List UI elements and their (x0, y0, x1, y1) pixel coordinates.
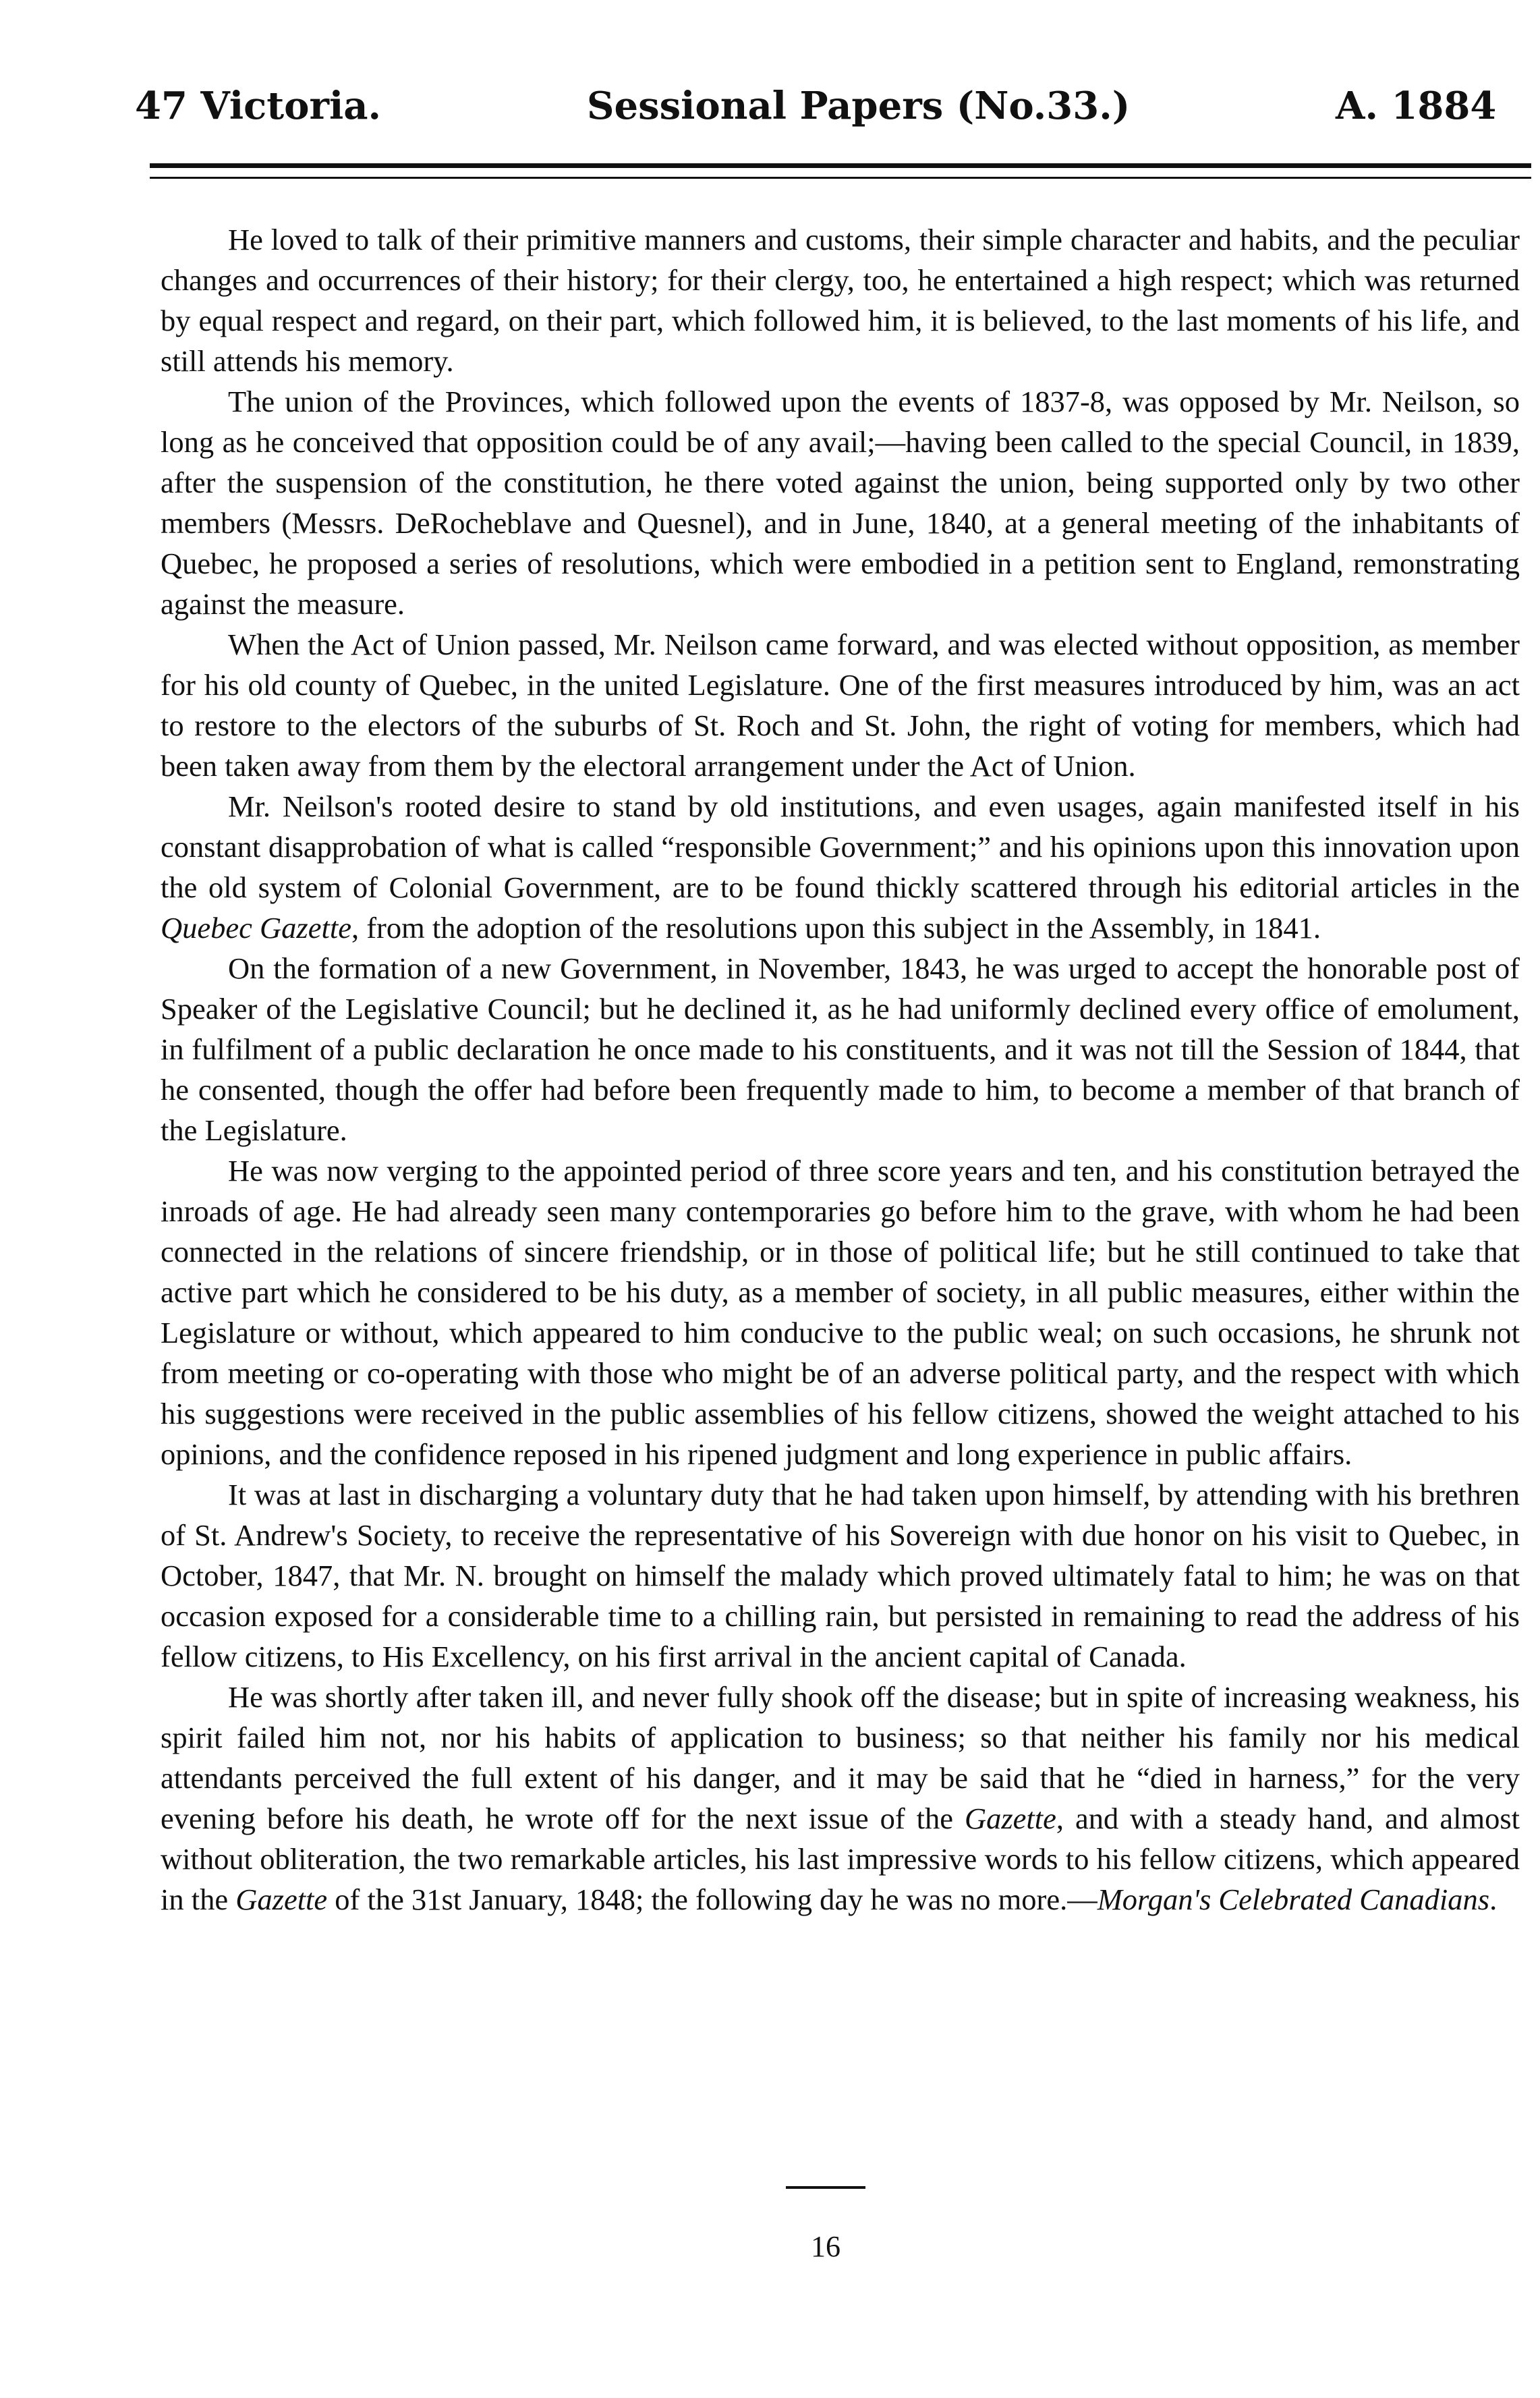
footer-rule (786, 2186, 865, 2189)
paragraph-8-italic-2: Gazette (235, 1883, 328, 1916)
header-rule-thin (150, 177, 1531, 179)
paragraph-1: He loved to talk of their primitive manners and customs, their simple character and habits, and the peculiar changes and occurrences of their history; for their clergy, too, he entertained a high respect; which was returned by equal respect and regard, on their part, which followed him, it is believed, to the last moments of his life, and still attends his memory. (161, 223, 1520, 378)
header-year: A. 1884 (1336, 84, 1497, 128)
header-volume: 47 Victoria. (135, 84, 382, 128)
paragraph-4-text: Mr. Neilson's rooted desire to stand by old institutions, and even usages, again manifested itself in his constant disapprobation of what is called “responsible Government;” and his opinions upon this innovation upon the old system of Colonial Government, are to be found thickly scattered through his editorial articles in the (161, 789, 1520, 904)
paragraph-8-end: . (1489, 1883, 1498, 1916)
header-title: Sessional Papers (No.33.) (587, 84, 1131, 128)
paragraph-7: It was at last in discharging a voluntary duty that he had taken upon himself, by attending with his brethren of St. Andrew's Society, to receive the representative of his Sovereign with due honor on his visit to Quebec, in October, 1847, that Mr. N. brought on himself the malady which proved ultimately fatal to him; he was on that occasion exposed for a considerable time to a chilling rain, but persisted in remaining to read the address of his fellow citizens, to His Excellency, on his first arrival in the ancient capital of Canada. (161, 1478, 1520, 1673)
paragraph-8-mid-1: , and with a steady hand, and almost without obliteration, the two remarkable articles, his last impressive words to his fellow citizens, which appeared in the (161, 1802, 1520, 1916)
paragraph-2: The union of the Provinces, which followed upon the events of 1837-8, was opposed by Mr. Neilson, so long as he conceived that opposition could be of any avail;—having been called to the special Council, in 1839, after the suspension of the constitution, he there voted against the union, being supported only by two other members (Messrs. DeRocheblave and Quesnel), and in June, 1840, at a general meeting of the inhabitants of Quebec, he proposed a series of resolutions, which were embodied in a petition sent to England, remonstrating against the measure. (161, 385, 1520, 621)
paragraph-8-text: He was shortly after taken ill, and never fully shook off the disease; but in spite of increasing weakness, his spirit failed him not, nor his habits of application to business; so that neither his family nor his medical attendants perceived the full extent of his danger, and it may be said that he “died in harness,” for the very evening before his death, he wrote off for the next issue of the (161, 1680, 1520, 1835)
paragraph-8-source-citation: Morgan's Celebrated Canadians (1097, 1883, 1490, 1916)
paragraph-8-italic-1: Gazette (964, 1802, 1056, 1835)
paragraph-5: On the formation of a new Government, in November, 1843, he was urged to accept the honorable post of Speaker of the Legislative Council; but he declined it, as he had uniformly declined every office of emolument, in fulfilment of a public declaration he once made to his constituents, and it was not till the Session of 1844, that he consented, though the offer had before been frequently made to him, to become a member of that branch of the Legislature. (161, 951, 1520, 1147)
paragraph-4-italic-title: Quebec Gazette (161, 911, 351, 945)
header-rule-thick (150, 163, 1531, 168)
paragraph-3: When the Act of Union passed, Mr. Neilson came forward, and was elected without opposition, as member for his old county of Quebec, in the united Legislature. One of the first measures introduced by him, was an act to restore to the electors of the suburbs of St. Roch and St. John, the right of voting for members, which had been taken away from them by the electoral arrangement under the Act of Union. (161, 628, 1520, 783)
body-text (161, 219, 1520, 1920)
paragraph-6: He was now verging to the appointed period of three score years and ten, and his constitution betrayed the inroads of age. He had already seen many contemporaries go before him to the grave, with whom he had been connected in the relations of sincere friendship, or in those of political life; but he still continued to take that active part which he considered to be his duty, as a member of society, in all public measures, either within the Legislature or without, which appeared to him conducive to the public weal; on such occasions, he shrunk not from meeting or co-operating with those who might be of an adverse political party, and the respect with which his suggestions were received in the public assemblies of his fellow citizens, showed the weight attached to his opinions, and the confidence reposed in his ripened judgment and long experience in public affairs. (161, 1154, 1520, 1471)
paragraph-8 (161, 1677, 1520, 1920)
paragraph-4-tail: , from the adoption of the resolutions upon this subject in the Assembly, in 1841. (351, 911, 1321, 945)
running-header (135, 76, 1540, 136)
paragraph-4 (161, 786, 1520, 948)
page-number: 16 (811, 2230, 840, 2263)
paragraph-8-mid-2: of the 31st January, 1848; the following day he was no more.— (327, 1883, 1097, 1916)
